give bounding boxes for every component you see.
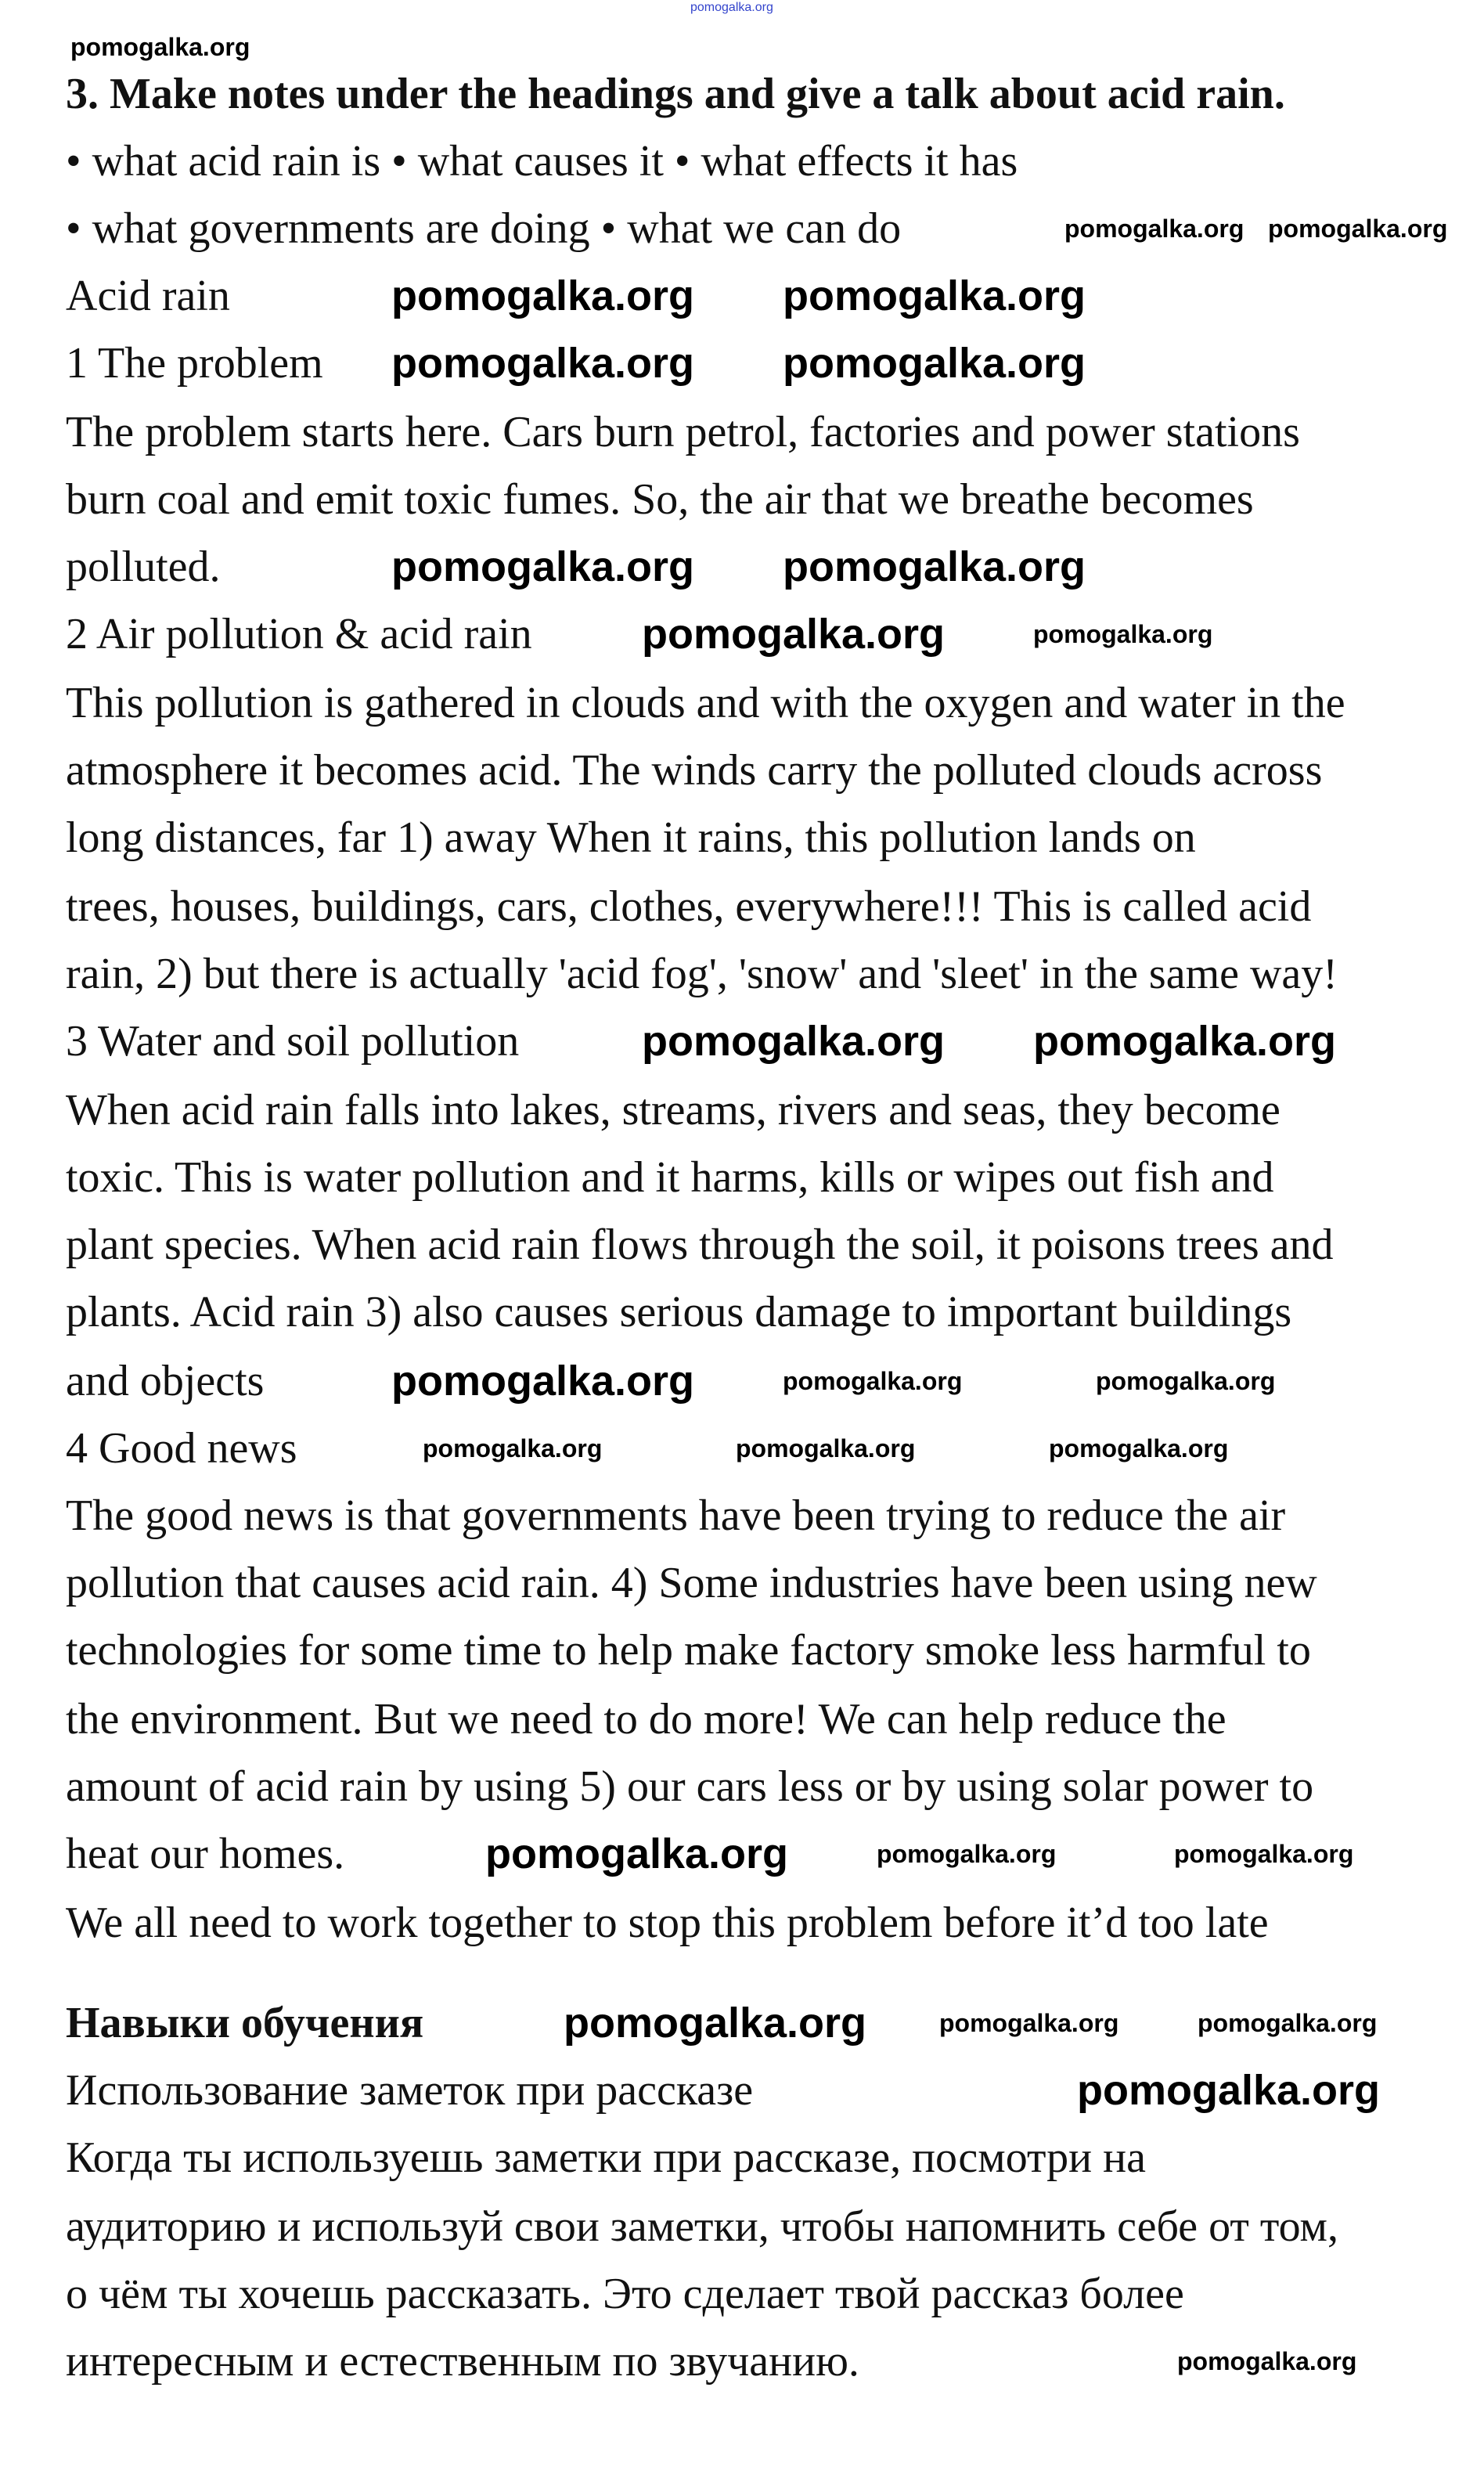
- text-line: pollution that causes acid rain. 4) Some industries have been using new: [66, 1559, 1317, 1607]
- watermark: pomogalka.org: [783, 1367, 963, 1395]
- text-line: аудиторию и используй свои заметки, чтобы напомнить себе от том,: [66, 2202, 1338, 2251]
- section-heading: 1 The problem: [66, 339, 323, 388]
- watermark: pomogalka.org: [877, 1840, 1057, 1868]
- text-line: long distances, far 1) away When it rains, this pollution lands on: [66, 813, 1196, 862]
- text-line: Когда ты используешь заметки при рассказе, посмотри на: [66, 2133, 1146, 2182]
- watermark: pomogalka.org: [939, 2009, 1119, 2037]
- watermark: pomogalka.org: [1077, 2067, 1381, 2114]
- watermark: pomogalka.org: [1033, 620, 1213, 648]
- text-line: This pollution is gathered in clouds and with the oxygen and water in the: [66, 679, 1345, 727]
- watermark: pomogalka.org: [1177, 2347, 1357, 2375]
- exercise-heading: 3. Make notes under the headings and give a talk about acid rain.: [66, 70, 1285, 118]
- section-heading: 2 Air pollution & acid rain: [66, 610, 532, 658]
- watermark: pomogalka.org: [1268, 215, 1448, 243]
- watermark: pomogalka.org: [70, 33, 250, 61]
- watermark: pomogalka.org: [783, 272, 1086, 319]
- text-line: heat our homes.: [66, 1830, 345, 1878]
- text-line: toxic. This is water pollution and it harms, kills or wipes out fish and: [66, 1153, 1274, 1202]
- text-line: atmosphere it becomes acid. The winds carry the polluted clouds across: [66, 746, 1323, 795]
- watermark: pomogalka.org: [1064, 215, 1244, 243]
- skills-heading: Навыки обучения: [66, 1999, 424, 2047]
- text-line: We all need to work together to stop this problem before it’d too late: [66, 1899, 1269, 1947]
- section-heading: 3 Water and soil pollution: [66, 1017, 520, 1066]
- watermark: pomogalka.org: [391, 272, 695, 319]
- text-line: polluted.: [66, 543, 221, 591]
- text-line: The problem starts here. Cars burn petrol, factories and power stations: [66, 408, 1300, 456]
- text-line: amount of acid rain by using 5) our cars less or by using solar power to: [66, 1762, 1314, 1811]
- watermark: pomogalka.org: [391, 340, 695, 387]
- watermark: pomogalka.org: [1174, 1840, 1354, 1868]
- text-line: о чём ты хочешь рассказать. Это сделает твой рассказ более: [66, 2270, 1184, 2318]
- watermark: pomogalka.org: [423, 1434, 603, 1462]
- watermark: pomogalka.org: [391, 1358, 695, 1405]
- watermark: pomogalka.org: [485, 1830, 789, 1877]
- text-line: The good news is that governments have been trying to reduce the air: [66, 1491, 1286, 1540]
- watermark: pomogalka.org: [736, 1434, 916, 1462]
- text-line: rain, 2) but there is actually 'acid fog', 'snow' and 'sleet' in the same way!: [66, 950, 1338, 998]
- text-line: Acid rain: [66, 272, 230, 320]
- watermark: pomogalka.org: [564, 2000, 867, 2047]
- watermark: pomogalka.org: [642, 611, 946, 658]
- text-line: • what acid rain is • what causes it • what effects it has: [66, 137, 1018, 186]
- watermark: pomogalka.org: [783, 543, 1086, 590]
- text-line: the environment. But we need to do more! We can help reduce the: [66, 1695, 1226, 1744]
- text-line: plant species. When acid rain flows through the soil, it poisons trees and: [66, 1221, 1334, 1269]
- watermark: pomogalka.org: [1033, 1018, 1337, 1065]
- text-line: technologies for some time to help make factory smoke less harmful to: [66, 1626, 1311, 1675]
- text-line: интересным и естественным по звучанию.: [66, 2337, 859, 2386]
- text-line: trees, houses, buildings, cars, clothes, everywhere!!! This is called acid: [66, 882, 1312, 931]
- watermark: pomogalka.org: [690, 1, 773, 14]
- text-line: When acid rain falls into lakes, streams, rivers and seas, they become: [66, 1086, 1280, 1134]
- text-line: and objects: [66, 1357, 265, 1405]
- text-line: plants. Acid rain 3) also causes serious damage to important buildings: [66, 1288, 1292, 1336]
- skills-subheading: Использование заметок при рассказе: [66, 2066, 754, 2115]
- watermark: pomogalka.org: [1096, 1367, 1276, 1395]
- text-line: • what governments are doing • what we can do: [66, 204, 902, 253]
- watermark: pomogalka.org: [391, 543, 695, 590]
- watermark: pomogalka.org: [783, 340, 1086, 387]
- text-line: burn coal and emit toxic fumes. So, the air that we breathe becomes: [66, 475, 1254, 524]
- watermark: pomogalka.org: [642, 1018, 946, 1065]
- watermark: pomogalka.org: [1198, 2009, 1378, 2037]
- section-heading: 4 Good news: [66, 1424, 297, 1473]
- watermark: pomogalka.org: [1049, 1434, 1229, 1462]
